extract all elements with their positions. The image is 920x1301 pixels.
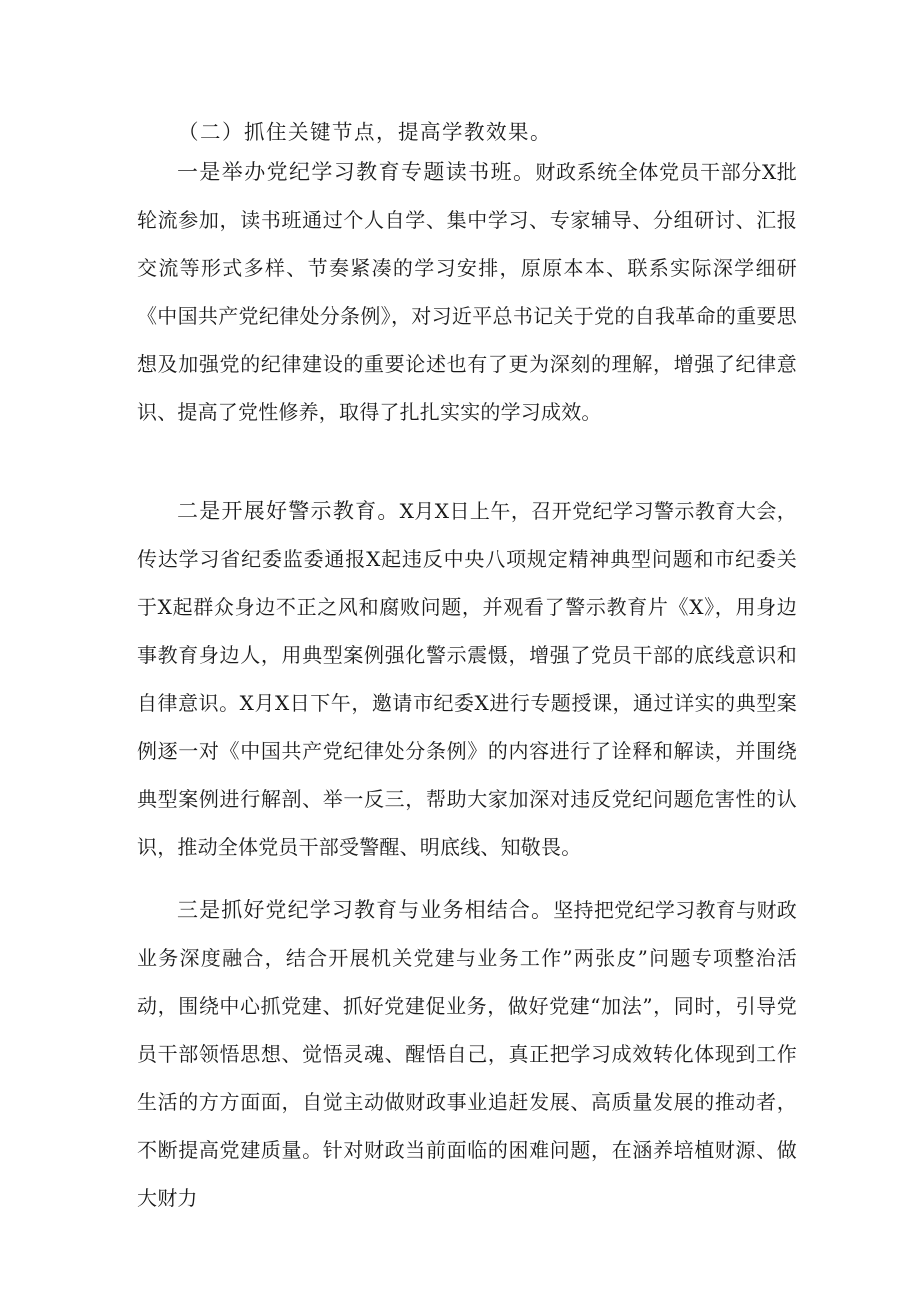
section-heading: （二）抓住关键节点，提高学教效果。 — [178, 120, 552, 144]
paragraph-lead: 一是举办党纪学习教育专题读书班。 — [177, 160, 536, 184]
paragraph-body: 坚持把党纪学习教育与财政业务深度融合，结合开展机关党建与业务工作”两张皮”问题专项整治活动，围绕中心抓党建、抓好党建促业务，做好党建“加法”，同时，引导党员干部领悟思想、觉悟灵魂、醒悟自己，真正把学习成效转化体现到工作生活的方方面面，自觉主动做财政事业追赶发展、高质量发展的推动者，不断提高党建质量。针对财政当前面临的困难问题，在涵养培植财源、做大财力 — [137, 898, 797, 1210]
paragraph-body: X月X日上午，召开党纪学习警示教育大会，传达学习省纪委监委通报X起违反中央八项规定精神典型问题和市纪委关于X起群众身边不正之风和腐败问题，并观看了警示教育片《X》，用身边事教育身边人，用典型案例强化警示震慑，增强了党员干部的底线意识和自律意识。X月X日下午，邀请市纪委X进行专题授课，通过详实的典型案例逐一对《中国共产党纪律处分条例》的内容进行了诠释和解读，并围绕典型案例进行解剖、举一反三，帮助大家加深对违反党纪问题危害性的认识，推动全体党员干部受警醒、明底线、知敬畏。 — [137, 499, 797, 859]
paragraph-lead: 二是开展好警示教育。 — [177, 499, 400, 523]
paragraph-business-integration — [137, 886, 797, 1222]
paragraph-warning-education — [137, 487, 797, 871]
paragraph-lead: 三是抓好党纪学习教育与业务相结合。 — [177, 898, 554, 922]
paragraph-body: 财政系统全体党员干部分X批轮流参加，读书班通过个人自学、集中学习、专家辅导、分组研讨、汇报交流等形式多样、节奏紧凑的学习安排，原原本本、联系实际深学细研《中国共产党纪律处分条例》，对习近平总书记关于党的自我革命的重要思想及加强党的纪律建设的重要论述也有了更为深刻的理解，增强了纪律意识、提高了党性修养，取得了扎扎实实的学习成效。 — [137, 160, 797, 424]
paragraph-reading-class — [137, 148, 797, 436]
